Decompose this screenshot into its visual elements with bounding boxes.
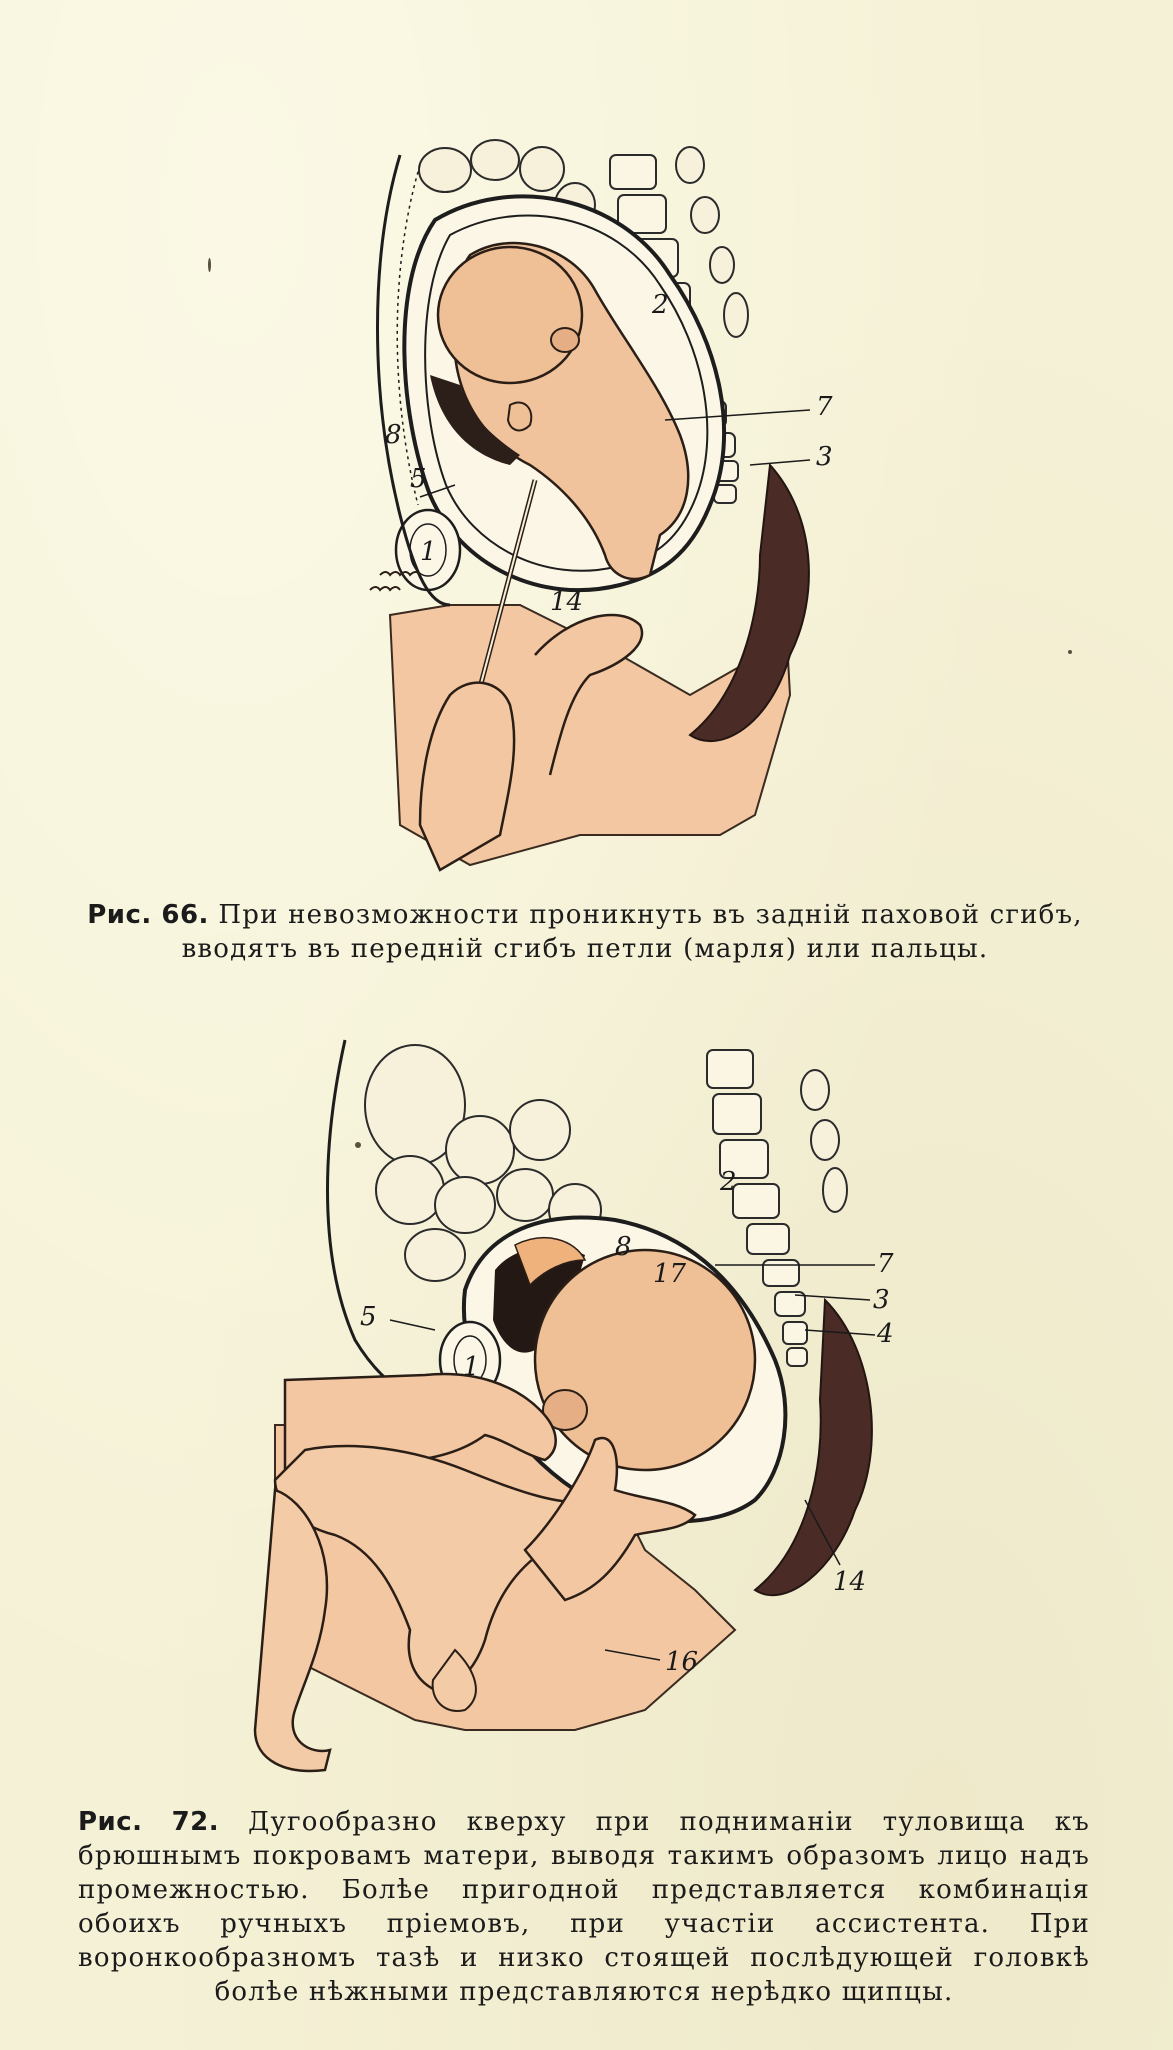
label-1: 1 [420,537,437,567]
label-5: 5 [410,464,427,494]
label-4: 4 [877,1319,894,1349]
page-speck [1068,650,1072,654]
label-3: 3 [816,442,833,472]
figure-66-caption [75,898,1095,966]
figure-66-illustration [360,135,833,870]
label-7: 7 [877,1249,894,1279]
label-2: 2 [720,1167,737,1197]
figure-72-label: Рис. 72. [78,1807,220,1837]
label-8: 8 [385,420,402,450]
figure-72-caption [78,1805,1090,2009]
label-8: 8 [615,1232,632,1262]
label-17: 17 [653,1259,687,1289]
label-16: 16 [665,1647,699,1677]
figure-66-label: Рис. 66. [87,900,209,930]
label-2: 2 [652,290,669,320]
label-5: 5 [360,1302,377,1332]
figure-72-text: Дугообразно кверху при подниманіи туловища къ брюшнымъ покровамъ матери, выводя такимъ образомъ лицо надъ промежностью. Болѣе пригодной представляется комбинація обоихъ ручныхъ пріемовъ, при участіи ассистента. При воронкообразномъ тазѣ и низко стоящей послѣдующей головкѣ болѣе нѣжными представляются нерѣдко щипцы. [78,1807,1090,2007]
page-speck [208,258,211,272]
label-14: 14 [550,587,584,617]
label-7: 7 [816,392,833,422]
figure-72-illustration [315,1030,915,1790]
figure-66-text: При невозможности проникнуть въ задній паховой сгибъ, вводятъ въ передній сгибъ петли (марля) или пальцы. [181,900,1083,964]
label-3: 3 [873,1285,890,1315]
label-1: 1 [463,1352,480,1382]
label-14: 14 [833,1567,867,1597]
